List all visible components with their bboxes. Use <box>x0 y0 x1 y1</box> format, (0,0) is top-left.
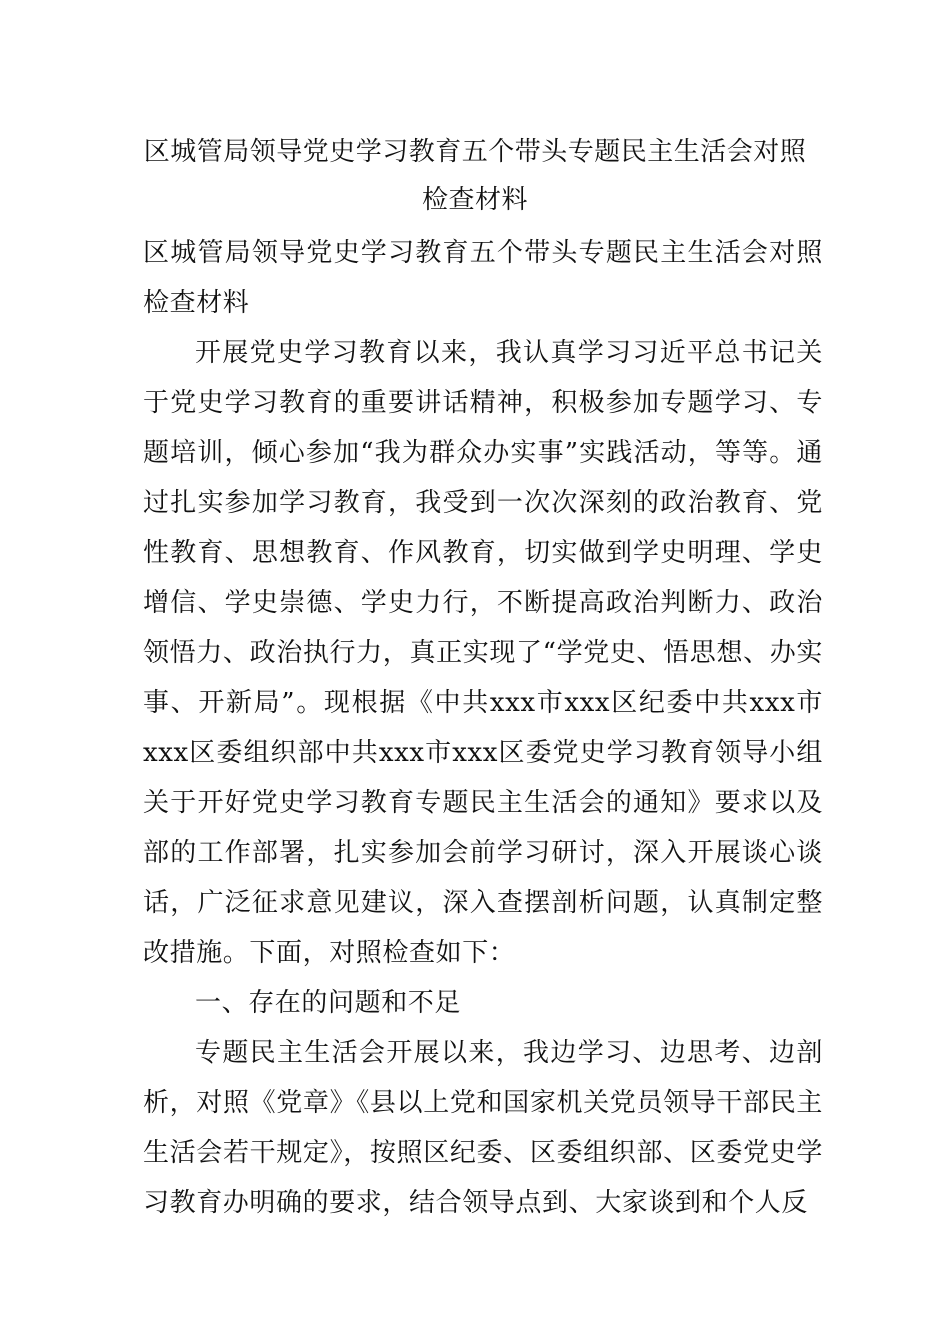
document-body <box>143 228 823 1228</box>
paragraph-intro: 开展党史学习教育以来，我认真学习习近平总书记关于党史学习教育的重要讲话精神，积极参加专题学习、专题培训，倾心参加“我为群众办实事”实践活动，等等。通过扎实参加学习教育，我受到一次次深刻的政治教育、党性教育、思想教育、作风教育，切实做到学史明理、学史增信、学史崇德、学史力行，不断提高政治判断力、政治领悟力、政治执行力，真正实现了“学党史、悟思想、办实事、开新局”。现根据《中共xxx市xxx区纪委中共xxx市xxx区委组织部中共xxx市xxx区委党史学习教育领导小组关于开好党史学习教育专题民主生活会的通知》要求以及部的工作部署，扎实参加会前学习研讨，深入开展谈心谈话，广泛征求意见建议，深入查摆剖析问题，认真制定整改措施。下面，对照检查如下： <box>143 338 823 968</box>
title-line-2: 检查材料 <box>421 185 528 215</box>
section-heading: 一、存在的问题和不足 <box>195 988 462 1018</box>
document-subtitle: 区城管局领导党史学习教育五个带头专题民主生活会对照检查材料 <box>143 238 823 318</box>
title-line-1: 区城管局领导党史学习教育五个带头专题民主生活会对照 <box>143 137 807 167</box>
paragraph-problems: 专题民主生活会开展以来，我边学习、边思考、边剖析，对照《党章》《县以上党和国家机关党员领导干部民主生活会若干规定》，按照区纪委、区委组织部、区委党史学习教育办明确的要求，结合领导点到、大家谈到和个人反 <box>143 1038 823 1218</box>
document-title <box>120 128 830 224</box>
